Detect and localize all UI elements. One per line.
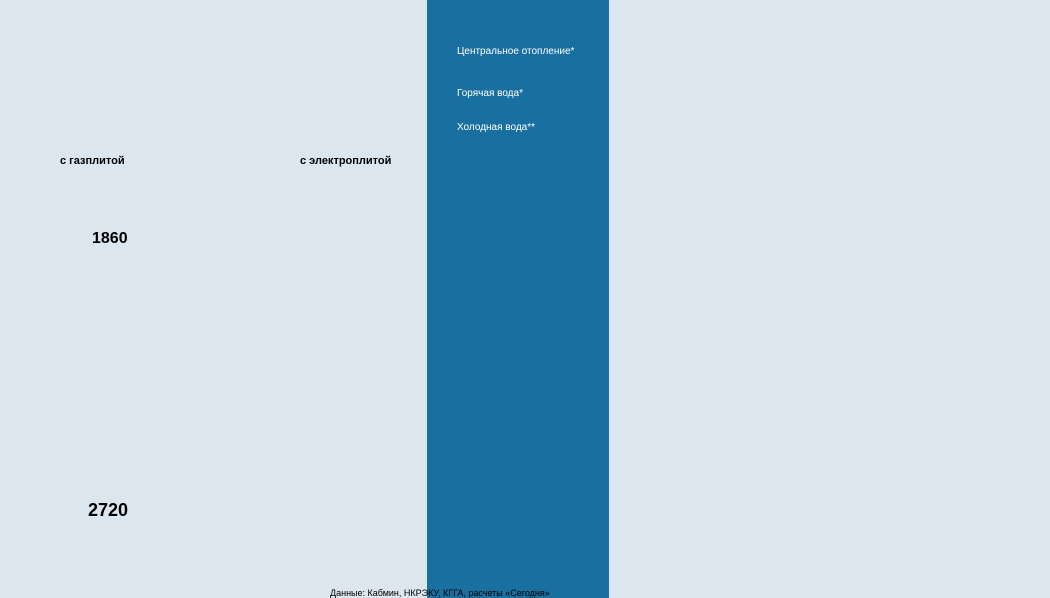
legend-item: Холодная вода** (457, 122, 536, 133)
footer-source: Данные: Кабмин, НКРЭКУ, КГГА, расчеты «Сегодня» (330, 588, 550, 598)
legend-item: Горячая вода* (457, 88, 523, 99)
legend-panel (427, 0, 609, 598)
label-elec: с электроплитой (300, 155, 392, 167)
value-sum: 2720 (88, 500, 129, 520)
value-heat: 1860 (92, 230, 128, 247)
legend-item: Центральное отопление* (457, 46, 575, 57)
label-gas: с газплитой (60, 155, 125, 167)
